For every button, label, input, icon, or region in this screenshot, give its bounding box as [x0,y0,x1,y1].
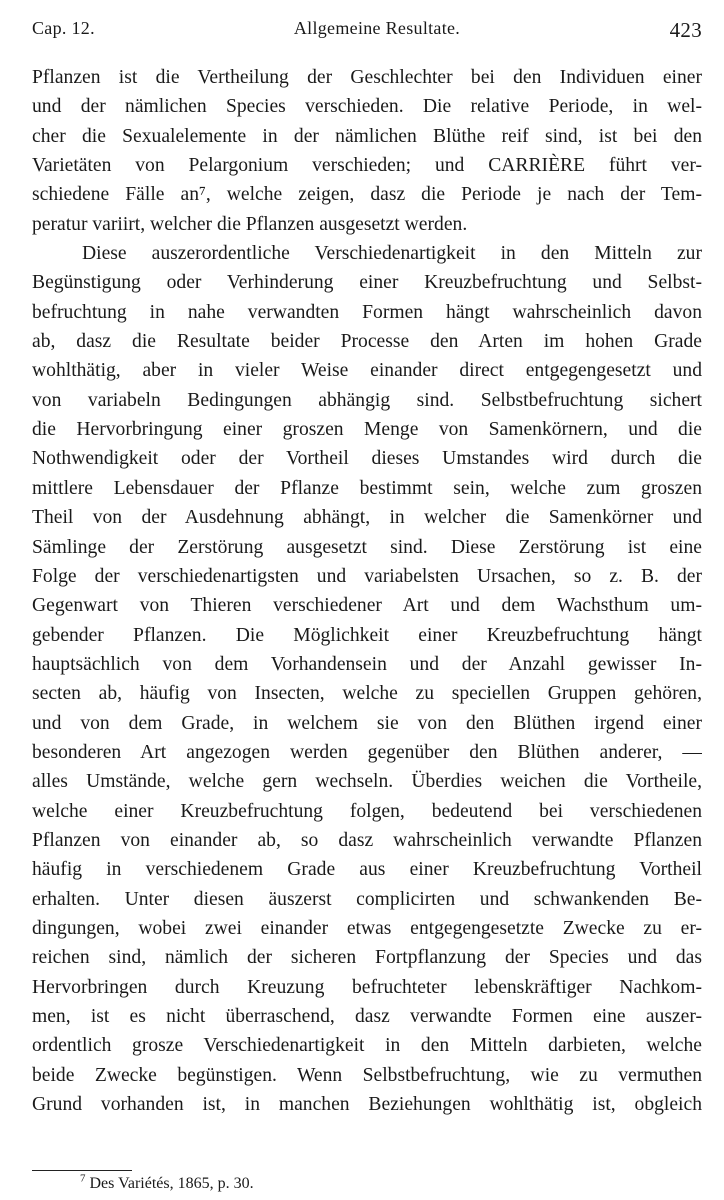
text-line: Folge der verschiedenartigsten und variabelsten Ursachen, so z. B. der [32,565,702,587]
text-line: mittlere Lebensdauer der Pflanze bestimmt sein, welche zum groszen [32,477,702,499]
text-line: Hervorbringen durch Kreuzung befruchteter lebenskräftiger Nachkom- [32,976,702,998]
text-line: dingungen, wobei zwei einander etwas entgegengesetzte Zwecke zu er- [32,917,702,939]
text-line: beide Zwecke begünstigen. Wenn Selbstbefruchtung, wie zu vermuthen [32,1064,702,1086]
chapter-label: Cap. 12. [32,18,95,38]
footnote [80,1172,254,1196]
text-line: von variabeln Bedingungen abhängig sind. Selbstbefruchtung sichert [32,389,702,411]
running-head [32,18,702,44]
text-line: und der nämlichen Species verschieden. Die relative Periode, in wel- [32,96,702,118]
text-line: besonderen Art angezogen werden gegenüber den Blüthen anderer, — [32,741,702,763]
text-line: ordentlich grosze Verschiedenartigkeit in den Mitteln darbieten, welche [32,1035,702,1057]
text-line: schiedene Fälle an⁷, welche zeigen, dasz die Periode je nach der Tem- [32,184,702,206]
text-line: wohlthätig, aber in vieler Weise einander direct entgegengesetzt und [32,360,702,382]
text-line: Sämlinge der Zerstörung ausgesetzt sind. Diese Zerstörung ist eine [32,536,702,558]
text-line: peratur variirt, welcher die Pflanzen ausgesetzt werden. [32,213,468,235]
text-line: Diese auszerordentliche Verschiedenartigkeit in den Mitteln zur [82,243,702,265]
text-line: gebender Pflanzen. Die Möglichkeit einer Kreuzbefruchtung hängt [32,624,702,646]
text-line: hauptsächlich von dem Vorhandensein und der Anzahl gewisser In- [32,653,702,675]
text-line: cher die Sexualelemente in der nämlichen Blüthe reif sind, ist bei den [32,125,702,147]
text-line: Pflanzen ist die Vertheilung der Geschlechter bei den Individuen einer [32,67,702,88]
text-line: Pflanzen von einander ab, so dasz wahrscheinlich verwandte Pflanzen [32,829,702,851]
text-line: reichen sind, nämlich der sicheren Fortpflanzung der Species und das [32,947,702,969]
footnote-text: Des Variétés, 1865, p. 30. [89,1175,254,1192]
text-line: häufig in verschiedenem Grade aus einer Kreuzbefruchtung Vortheil [32,859,702,881]
text-line: ab, dasz die Resultate beider Processe den Arten im hohen Grade [32,331,702,353]
page-number: 423 [669,18,702,42]
text-line: men, ist es nicht überraschend, dasz verwandte Formen eine auszer- [32,1006,702,1027]
text-line: Varietäten von Pelargonium verschieden; und CARRIÈRE führt ver- [32,155,702,177]
text-line: und von dem Grade, in welchem sie von den Blüthen irgend einer [32,712,702,734]
text-line: alles Umstände, welche gern wechseln. Überdies weichen die Vortheile, [32,771,702,793]
text-line: befruchtung in nahe verwandten Formen hängt wahrscheinlich davon [32,301,702,323]
footnote-divider [32,1170,132,1171]
chapter-title: Allgemeine Resultate. [293,18,461,38]
text-line: Theil von der Ausdehnung abhängt, in welcher die Samenkörner und [32,507,702,529]
text-line: Grund vorhanden ist, in manchen Beziehungen wohlthätig ist, obgleich [32,1094,702,1116]
text-line: erhalten. Unter diesen äuszerst complicirten und schwankenden Be- [32,888,702,910]
text-line: secten ab, häufig von Insecten, welche zu speciellen Gruppen gehören, [32,683,702,705]
text-line: Gegenwart von Thieren verschiedener Art und dem Wachsthum um- [32,595,702,617]
text-line: welche einer Kreuzbefruchtung folgen, bedeutend bei verschiedenen [32,800,702,822]
text-line: Nothwendigkeit oder der Vortheil dieses Umstandes wird durch die [32,448,702,470]
text-line: Begünstigung oder Verhinderung einer Kreuzbefruchtung und Selbst- [32,272,702,294]
body-text [32,63,702,1119]
footnote-marker: 7 [80,1172,86,1185]
text-line: die Hervorbringung einer groszen Menge von Samenkörnern, und die [32,419,702,441]
